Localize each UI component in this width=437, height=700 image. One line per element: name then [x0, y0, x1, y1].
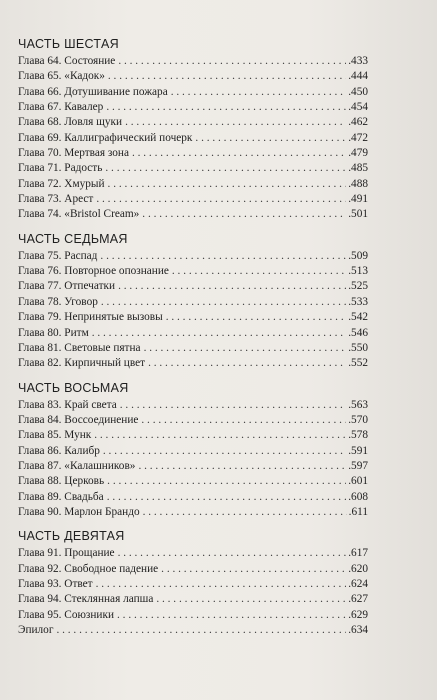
dot-leader [117, 608, 346, 623]
toc-entry [18, 474, 368, 489]
page-number: .597 [348, 459, 368, 472]
chapter-title: Глава 73. Арест [18, 193, 94, 206]
dot-leader [172, 264, 346, 279]
chapter-title: Глава 84. Воссоединение [18, 413, 139, 426]
chapter-title: Глава 82. Кирпичный цвет [18, 357, 146, 370]
chapter-title: Глава 77. Отпечатки [18, 280, 116, 293]
toc-entry [18, 161, 368, 176]
toc-entry [18, 546, 368, 561]
toc-entry [18, 623, 368, 638]
page-number: .552 [348, 357, 368, 370]
dot-leader [92, 326, 347, 341]
chapter-title: Глава 70. Мертвая зона [18, 147, 129, 160]
page-number: .533 [348, 295, 368, 308]
toc-entry [18, 146, 368, 161]
toc-entry [18, 562, 368, 577]
page-number: .513 [348, 265, 368, 278]
page-number: .611 [348, 505, 368, 518]
page-number: .550 [348, 341, 368, 354]
toc-entry [18, 54, 368, 69]
toc-entry [18, 131, 368, 146]
dot-leader [94, 428, 346, 443]
chapter-title: Глава 87. «Калашников» [18, 459, 136, 472]
toc-entry [18, 398, 368, 413]
dot-leader [148, 356, 346, 371]
dot-leader [118, 279, 346, 294]
page-number: .454 [348, 101, 368, 114]
toc-entry [18, 177, 368, 192]
dot-leader [107, 490, 347, 505]
page-number: .601 [348, 475, 368, 488]
chapter-title: Глава 66. Дотушивание пожара [18, 85, 168, 98]
page-number: .624 [348, 577, 368, 590]
page-number: .546 [348, 326, 368, 339]
part-heading: ЧАСТЬ ВОСЬМАЯ [18, 380, 129, 395]
chapter-title: Глава 93. Ответ [18, 577, 93, 590]
page-number: .620 [348, 562, 368, 575]
chapter-title: Глава 86. Калибр [18, 444, 100, 457]
toc-entry [18, 264, 368, 279]
dot-leader [144, 341, 347, 356]
page-number: .525 [348, 280, 368, 293]
page-number: .617 [348, 547, 368, 560]
toc-entry [18, 69, 368, 84]
chapter-title: Глава 64. Состояние [18, 55, 116, 67]
dot-leader [56, 623, 346, 638]
chapter-title: Глава 74. «Bristol Cream» [18, 208, 140, 221]
page-number: .501 [348, 208, 368, 221]
chapter-title: Глава 69. Каллиграфический почерк [18, 131, 193, 144]
toc-entry [18, 444, 368, 459]
chapter-title: Глава 85. Мунк [18, 429, 92, 442]
chapter-title: Глава 92. Свободное падение [18, 562, 159, 575]
page-number: .450 [348, 85, 368, 98]
toc-entry [18, 592, 368, 607]
dot-leader [143, 505, 347, 520]
chapter-title: Глава 89. Свадьба [18, 490, 104, 503]
toc-entry [18, 85, 368, 100]
dot-leader [138, 459, 346, 474]
toc-entry [18, 207, 368, 222]
page-number: .591 [348, 444, 368, 457]
dot-leader [161, 562, 346, 577]
dot-leader [195, 131, 346, 146]
toc-entry [18, 115, 368, 130]
dot-leader [156, 592, 346, 607]
dot-leader [171, 85, 347, 100]
toc-entry [18, 459, 368, 474]
dot-leader [96, 577, 347, 592]
toc-entry [18, 310, 368, 325]
dot-leader [106, 100, 346, 115]
dot-leader [108, 177, 347, 192]
dot-leader [107, 474, 346, 489]
dot-leader [166, 310, 347, 325]
dot-leader [125, 115, 346, 130]
toc-entry [18, 356, 368, 371]
chapter-title: Глава 91. Прощание [18, 547, 115, 560]
toc-entry [18, 100, 368, 115]
dot-leader [108, 69, 346, 84]
page-number: .570 [348, 413, 368, 426]
toc-entry [18, 490, 368, 505]
page-number: .479 [348, 147, 368, 160]
page-number: .485 [348, 162, 368, 175]
toc-entry [18, 341, 368, 356]
dot-leader [132, 146, 346, 161]
chapter-title: Глава 88. Церковь [18, 475, 105, 488]
page-number: .627 [348, 593, 368, 606]
page-number: .542 [348, 311, 368, 324]
dot-leader [120, 398, 346, 413]
chapter-title: Глава 68. Ловля щуки [18, 116, 123, 129]
dot-leader [100, 249, 346, 264]
page-number: .634 [348, 624, 368, 636]
page-number: .608 [348, 490, 368, 503]
toc-entry [18, 505, 368, 520]
chapter-title: Глава 90. Марлон Брандо [18, 505, 140, 518]
chapter-title: Глава 95. Союзники [18, 608, 115, 621]
toc-entry [18, 295, 368, 310]
chapter-title: Глава 80. Ритм [18, 326, 89, 339]
page-number: .444 [348, 70, 368, 83]
part-heading: ЧАСТЬ ШЕСТАЯ [18, 37, 119, 51]
dot-leader [101, 295, 346, 310]
page-number: .629 [348, 608, 368, 621]
page-number: .491 [348, 193, 368, 206]
toc-entry [18, 326, 368, 341]
chapter-title: Глава 67. Кавалер [18, 101, 104, 114]
toc-entry [18, 577, 368, 592]
part-heading: ЧАСТЬ СЕДЬМАЯ [18, 231, 128, 246]
chapter-title: Глава 79. Непринятые вызовы [18, 311, 163, 324]
page-number: .433 [348, 55, 368, 67]
page-number: .578 [348, 429, 368, 442]
chapter-title: Эпилог [18, 624, 54, 636]
page-number: .563 [348, 398, 368, 411]
chapter-title: Глава 81. Световые пятна [18, 341, 141, 354]
dot-leader [118, 54, 346, 69]
chapter-title: Глава 76. Повторное опознание [18, 265, 169, 278]
toc-entry [18, 279, 368, 294]
toc-entry [18, 192, 368, 207]
table-of-contents [18, 36, 368, 638]
page-number: .462 [348, 116, 368, 129]
chapter-title: Глава 71. Радость [18, 162, 103, 175]
chapter-title: Глава 75. Распад [18, 249, 98, 262]
part-heading: ЧАСТЬ ДЕВЯТАЯ [18, 529, 125, 544]
dot-leader [142, 207, 346, 222]
page-number: .472 [348, 131, 368, 144]
chapter-title: Глава 78. Уговор [18, 295, 98, 308]
page-number: .488 [348, 177, 368, 190]
chapter-title: Глава 83. Край света [18, 398, 117, 411]
dot-leader [105, 161, 346, 176]
toc-entry [18, 249, 368, 264]
dot-leader [141, 413, 346, 428]
chapter-title: Глава 72. Хмурый [18, 177, 105, 190]
dot-leader [96, 192, 346, 207]
page-number: .509 [348, 249, 368, 262]
dot-leader [103, 444, 346, 459]
toc-entry [18, 413, 368, 428]
chapter-title: Глава 65. «Кадок» [18, 70, 105, 83]
dot-leader [118, 546, 347, 561]
chapter-title: Глава 94. Стеклянная лапша [18, 593, 154, 606]
toc-entry [18, 608, 368, 623]
toc-entry [18, 428, 368, 443]
